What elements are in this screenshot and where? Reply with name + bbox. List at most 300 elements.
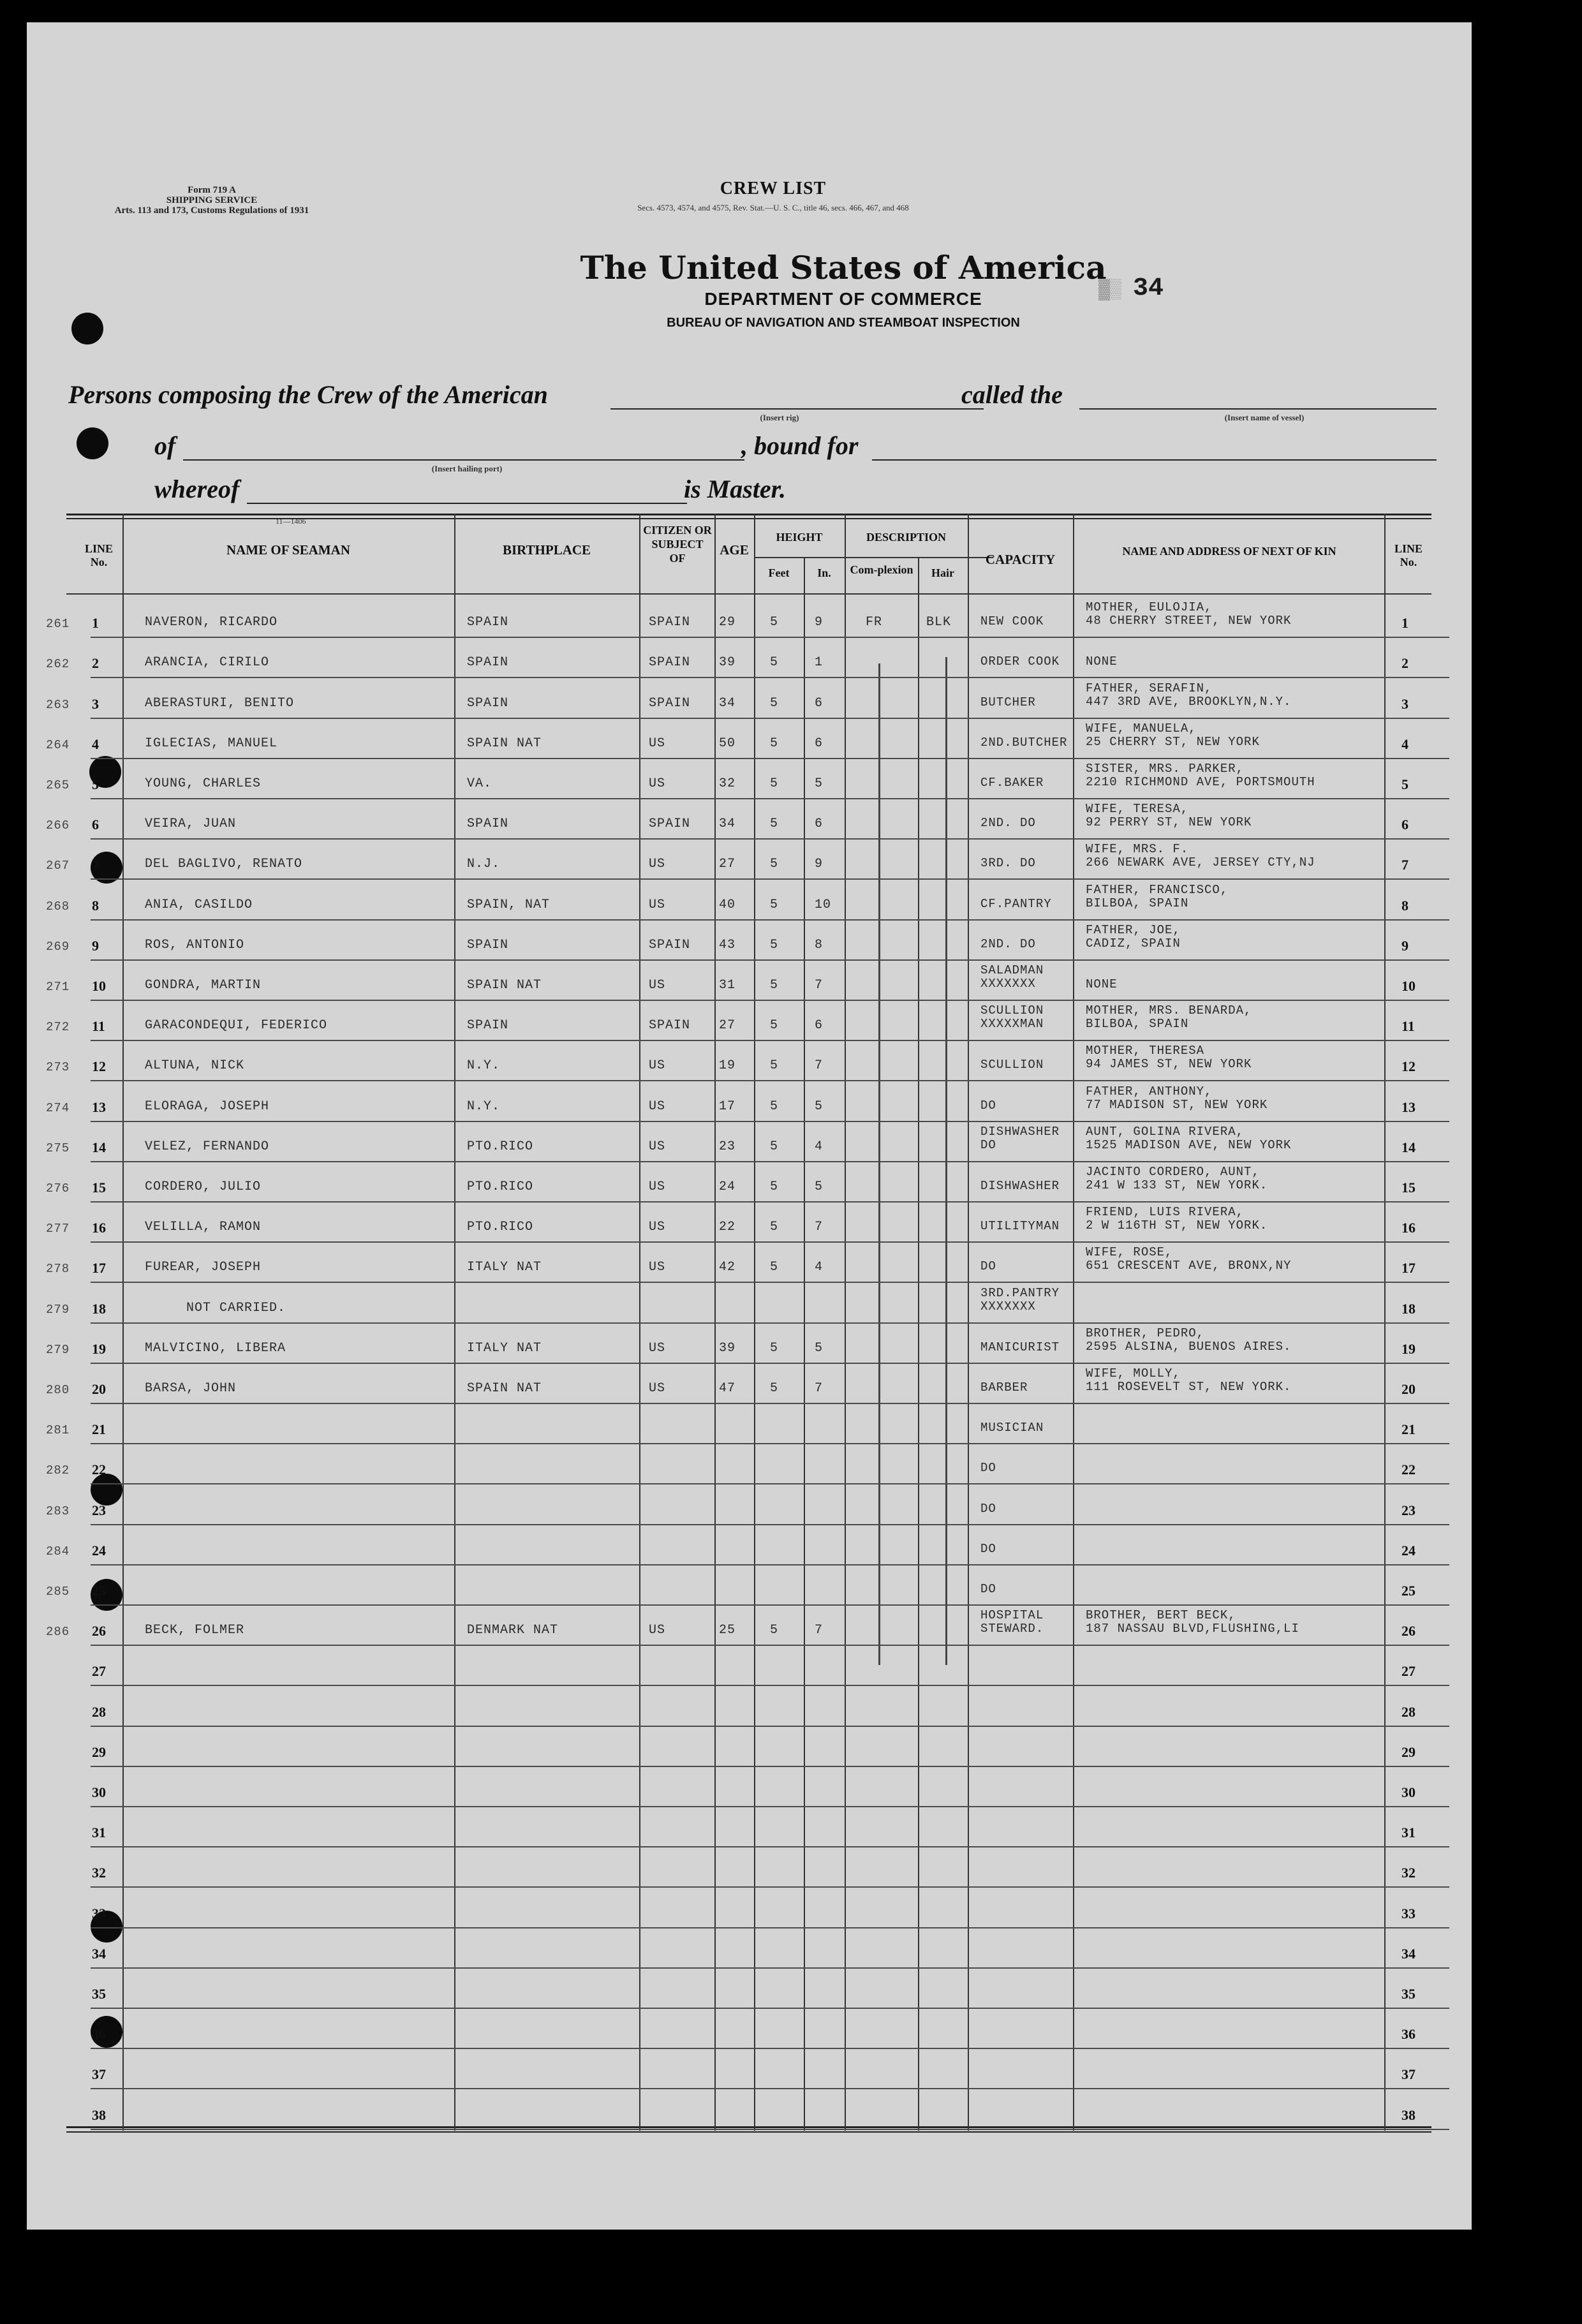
- vessel-fill-line: [1079, 408, 1437, 410]
- line-number-right: 28: [1401, 1703, 1416, 1720]
- seaman-name: VEIRA, JUAN: [145, 817, 237, 832]
- table-row: [91, 2088, 1449, 2089]
- line-number-right: 5: [1401, 776, 1408, 792]
- age: 34: [719, 817, 736, 832]
- table-row: [91, 1806, 1449, 1807]
- line-number: 1: [92, 615, 99, 632]
- height-inches: 9: [815, 615, 824, 630]
- line-number: 10: [92, 978, 106, 994]
- citizenship: US: [649, 1381, 666, 1396]
- line-number: 17: [92, 1260, 106, 1277]
- table-row: [91, 1241, 1449, 1243]
- next-of-kin: WIFE, TERESA, 92 PERRY ST, NEW YORK: [1086, 802, 1252, 830]
- capacity: SCULLION XXXXXMAN: [980, 1003, 1044, 1032]
- table-row: [91, 2008, 1449, 2009]
- capacity: DO: [980, 1501, 996, 1516]
- table-row: [91, 959, 1449, 961]
- table-row: [91, 1363, 1449, 1364]
- line-number-right: 19: [1401, 1340, 1416, 1357]
- next-of-kin: WIFE, ROSE, 651 CRESCENT AVE, BRONX,NY: [1086, 1245, 1292, 1273]
- next-of-kin: FATHER, ANTHONY, 77 MADISON ST, NEW YORK: [1086, 1084, 1268, 1112]
- next-of-kin: WIFE, MRS. F. 266 NEWARK AVE, JERSEY CTY,NJ: [1086, 842, 1315, 870]
- side-sequence-number: 279: [46, 1302, 70, 1317]
- port-hint: (Insert hailing port): [431, 464, 503, 473]
- line-number: 28: [92, 1703, 106, 1720]
- height-inches: 7: [815, 1220, 824, 1235]
- line-number-right: 1: [1401, 615, 1408, 632]
- punch-hole: [71, 313, 103, 344]
- line-number: 2: [92, 655, 99, 672]
- line-number: 30: [92, 1784, 106, 1800]
- birthplace: PTO.RICO: [467, 1220, 534, 1235]
- seaman-name: IGLECIAS, MANUEL: [145, 736, 278, 751]
- col-header-capacity: CAPACITY: [985, 552, 1056, 567]
- line-number: 25: [92, 1583, 106, 1599]
- age: 43: [719, 937, 736, 952]
- height-feet: 5: [770, 1623, 779, 1638]
- capacity: MUSICIAN: [980, 1421, 1044, 1435]
- height-feet: 5: [770, 897, 779, 912]
- line-number-right: 7: [1401, 857, 1408, 873]
- height-inches: 7: [815, 1381, 824, 1396]
- col-header-complexion: Com-plexion: [850, 563, 913, 576]
- side-sequence-number: 276: [46, 1181, 70, 1195]
- birthplace: N.J.: [467, 857, 501, 872]
- next-of-kin: WIFE, MOLLY, 111 ROSEVELT ST, NEW YORK.: [1086, 1366, 1292, 1394]
- height-inches: 5: [815, 776, 824, 791]
- line-number: 29: [92, 1743, 106, 1760]
- line-number-right: 8: [1401, 897, 1408, 914]
- age: 39: [719, 655, 736, 670]
- punch-hole: [77, 427, 108, 459]
- bureau-heading: BUREAU OF NAVIGATION AND STEAMBOAT INSPECTION: [667, 316, 1020, 330]
- col-header-age: AGE: [720, 542, 749, 558]
- header-bottom-rule: [66, 593, 1431, 595]
- capacity: DO: [980, 1461, 996, 1476]
- next-of-kin: MOTHER, THERESA 94 JAMES ST, NEW YORK: [1086, 1044, 1252, 1072]
- birthplace: VA.: [467, 776, 492, 791]
- line-number-right: 38: [1401, 2106, 1416, 2123]
- height-inches: 5: [815, 1180, 824, 1194]
- citizenship: US: [649, 1220, 666, 1235]
- table-row: [91, 1080, 1449, 1081]
- birthplace: SPAIN NAT: [467, 978, 542, 993]
- capacity: 3RD. DO: [980, 856, 1036, 871]
- line-number-right: 6: [1401, 817, 1408, 833]
- punch-hole: [91, 1474, 122, 1506]
- side-sequence-number: 285: [46, 1585, 70, 1599]
- line-number: 22: [92, 1462, 106, 1478]
- line-number: 15: [92, 1180, 106, 1195]
- col-header-line-no: LINE No.: [84, 542, 113, 568]
- height-inches: 7: [815, 1623, 824, 1638]
- capacity: CF.PANTRY: [980, 896, 1052, 911]
- line-number: 21: [92, 1421, 106, 1438]
- seaman-name: GARACONDEQUI, FEDERICO: [145, 1018, 328, 1033]
- side-sequence-number: 271: [46, 980, 70, 994]
- birthplace: N.Y.: [467, 1099, 501, 1114]
- line-number-right: 25: [1401, 1583, 1416, 1599]
- seaman-name: ARANCIA, CIRILO: [145, 655, 270, 670]
- line-number-right: 3: [1401, 695, 1408, 712]
- line-number: 34: [92, 1945, 106, 1962]
- line-number: 27: [92, 1663, 106, 1680]
- height-inches: 1: [815, 655, 824, 670]
- age: 24: [719, 1180, 736, 1194]
- citizenship: SPAIN: [649, 615, 691, 630]
- table-row: [91, 2129, 1449, 2130]
- rig-hint: (Insert rig): [760, 413, 799, 422]
- line-number: 26: [92, 1623, 106, 1639]
- table-row: [91, 1201, 1449, 1203]
- seaman-name: CORDERO, JULIO: [145, 1180, 262, 1194]
- table-row: [91, 878, 1449, 880]
- line-number-right: 12: [1401, 1058, 1416, 1075]
- citizenship: US: [649, 1058, 666, 1074]
- line-number-right: 33: [1401, 1905, 1416, 1921]
- line-number-right: 30: [1401, 1784, 1416, 1800]
- age: 32: [719, 776, 736, 791]
- port-fill-line: [183, 459, 744, 461]
- table-row: [91, 1766, 1449, 1767]
- line-number: 38: [92, 2106, 106, 2123]
- line-number: 5: [92, 776, 99, 792]
- of-label: of: [154, 431, 176, 460]
- seaman-name: BARSA, JOHN: [145, 1381, 237, 1396]
- table-row: [91, 1645, 1449, 1646]
- next-of-kin: SISTER, MRS. PARKER, 2210 RICHMOND AVE, PORTSMOUTH: [1086, 762, 1315, 789]
- citizenship: SPAIN: [649, 695, 691, 711]
- table-row: [91, 1524, 1449, 1525]
- capacity: SALADMAN XXXXXXX: [980, 963, 1044, 991]
- age: 39: [719, 1340, 736, 1356]
- capacity: DO: [980, 1098, 996, 1113]
- whereof-label: whereof: [154, 475, 240, 503]
- side-sequence-number: 269: [46, 939, 70, 954]
- height-feet: 5: [770, 1139, 779, 1154]
- side-sequence-number: 263: [46, 697, 70, 712]
- table-bottom-rule: [66, 2126, 1431, 2128]
- height-feet: 5: [770, 1260, 779, 1275]
- line-number-right: 2: [1401, 655, 1408, 672]
- age: 34: [719, 695, 736, 711]
- line-number: 16: [92, 1220, 106, 1236]
- height-feet: 5: [770, 1340, 779, 1356]
- height-feet: 5: [770, 736, 779, 751]
- line-number: 9: [92, 937, 99, 954]
- table-top-rule: [66, 514, 1431, 515]
- line-number: 35: [92, 1986, 106, 2002]
- line-number: 24: [92, 1542, 106, 1558]
- col-header-description: DESCRIPTION: [866, 531, 947, 544]
- citizenship: SPAIN: [649, 937, 691, 952]
- table-row: [91, 1000, 1449, 1001]
- col-header-name: NAME OF SEAMAN: [226, 542, 351, 558]
- citizenship: US: [649, 1139, 666, 1154]
- stamp-smudge: ▓▒: [1098, 279, 1134, 301]
- capacity: DISHWASHER: [980, 1179, 1060, 1193]
- side-sequence-number: 264: [46, 737, 70, 752]
- line-number: 3: [92, 695, 99, 712]
- line-number-right: 34: [1401, 1945, 1416, 1962]
- department-heading: DEPARTMENT OF COMMERCE: [704, 289, 982, 309]
- line-number-right: 31: [1401, 1824, 1416, 1841]
- height-feet: 5: [770, 695, 779, 711]
- seaman-name: NOT CARRIED.: [186, 1300, 286, 1315]
- side-sequence-number: 262: [46, 657, 70, 672]
- seaman-name: ROS, ANTONIO: [145, 937, 245, 952]
- hair: BLK: [926, 615, 952, 630]
- birthplace: SPAIN: [467, 817, 509, 832]
- citizenship: US: [649, 1623, 666, 1638]
- col-header-hair: Hair: [931, 566, 954, 579]
- line-number: 37: [92, 2066, 106, 2083]
- line-number-right: 18: [1401, 1300, 1416, 1317]
- citizenship: US: [649, 1099, 666, 1114]
- form-service: SHIPPING SERVICE: [166, 195, 258, 205]
- height-feet: 5: [770, 937, 779, 952]
- col-divider: [804, 557, 805, 2131]
- table-row: [91, 919, 1449, 921]
- vessel-hint: (Insert name of vessel): [1224, 413, 1305, 422]
- capacity: DISHWASHER DO: [980, 1124, 1060, 1152]
- line-number-right: 20: [1401, 1381, 1416, 1397]
- line-number-right: 23: [1401, 1502, 1416, 1518]
- capacity: DO: [980, 1582, 996, 1596]
- birthplace: PTO.RICO: [467, 1139, 534, 1154]
- height-feet: 5: [770, 857, 779, 872]
- table-row: [91, 1886, 1449, 1888]
- next-of-kin: FATHER, FRANCISCO, BILBOA, SPAIN: [1086, 882, 1229, 910]
- height-inches: 4: [815, 1139, 824, 1154]
- table-bottom-rule-inner: [66, 2131, 1431, 2133]
- side-sequence-number: 267: [46, 859, 70, 873]
- age: 27: [719, 857, 736, 872]
- is-master-label: is Master.: [684, 475, 787, 503]
- line-number-right: 29: [1401, 1743, 1416, 1760]
- line-number: 11: [92, 1018, 105, 1035]
- next-of-kin: JACINTO CORDERO, AUNT, 241 W 133 ST, NEW YORK.: [1086, 1165, 1268, 1192]
- line-number: 31: [92, 1824, 106, 1841]
- height-feet: 5: [770, 817, 779, 832]
- capacity: SCULLION: [980, 1058, 1044, 1072]
- side-sequence-number: 274: [46, 1100, 70, 1115]
- side-sequence-number: 286: [46, 1625, 70, 1639]
- next-of-kin: FATHER, SERAFIN, 447 3RD AVE, BROOKLYN,N.Y.: [1086, 681, 1292, 709]
- table-row: [91, 1161, 1449, 1162]
- height-inches: 9: [815, 857, 824, 872]
- line-number-right: 13: [1401, 1099, 1416, 1115]
- age: 19: [719, 1058, 736, 1074]
- table-row: [91, 1846, 1449, 1847]
- birthplace: SPAIN NAT: [467, 1381, 542, 1396]
- citizenship: SPAIN: [649, 655, 691, 670]
- side-sequence-number: 265: [46, 778, 70, 792]
- line-number-right: 27: [1401, 1663, 1416, 1680]
- line-number-right: 32: [1401, 1865, 1416, 1881]
- table-row: [91, 758, 1449, 759]
- height-inches: 6: [815, 695, 824, 711]
- height-feet: 5: [770, 1058, 779, 1074]
- next-of-kin: AUNT, GOLINA RIVERA, 1525 MADISON AVE, NEW YORK: [1086, 1124, 1292, 1152]
- destination-fill-line: [872, 459, 1437, 461]
- height-feet: 5: [770, 978, 779, 993]
- col-header-height: HEIGHT: [776, 531, 823, 544]
- line-number-right: 11: [1401, 1018, 1415, 1035]
- side-sequence-number: 275: [46, 1141, 70, 1155]
- line-number: 4: [92, 736, 99, 752]
- citizenship: SPAIN: [649, 1018, 691, 1033]
- table-row: [91, 1282, 1449, 1283]
- table-row: [91, 1443, 1449, 1444]
- height-inches: 5: [815, 1099, 824, 1114]
- height-inches: 4: [815, 1260, 824, 1275]
- next-of-kin: MOTHER, MRS. BENARDA, BILBOA, SPAIN: [1086, 1003, 1252, 1032]
- capacity: MANICURIST: [980, 1340, 1060, 1354]
- table-row: [91, 1967, 1449, 1969]
- persons-composing-label: Persons composing the Crew of the American: [68, 380, 548, 409]
- height-feet: 5: [770, 1180, 779, 1194]
- age: 23: [719, 1139, 736, 1154]
- height-feet: 5: [770, 776, 779, 791]
- citizenship: US: [649, 1260, 666, 1275]
- line-number: 32: [92, 1865, 106, 1881]
- citizenship: US: [649, 897, 666, 912]
- capacity: 2ND. DO: [980, 816, 1036, 831]
- table-row: [91, 798, 1449, 799]
- col-divider: [918, 557, 919, 2131]
- capacity: 2ND.BUTCHER: [980, 735, 1068, 750]
- next-of-kin: BROTHER, PEDRO, 2595 ALSINA, BUENOS AIRES.: [1086, 1326, 1292, 1354]
- birthplace: SPAIN NAT: [467, 736, 542, 751]
- line-number-right: 21: [1401, 1421, 1416, 1438]
- side-sequence-number: 278: [46, 1262, 70, 1277]
- line-number-right: 36: [1401, 2026, 1416, 2043]
- line-number: 14: [92, 1139, 106, 1155]
- next-of-kin: NONE: [1086, 977, 1118, 991]
- country-heading: The United States of America: [580, 249, 1107, 286]
- side-sequence-number: 280: [46, 1383, 70, 1397]
- height-feet: 5: [770, 615, 779, 630]
- height-feet: 5: [770, 1018, 779, 1033]
- birthplace: PTO.RICO: [467, 1180, 534, 1194]
- side-sequence-number: 266: [46, 818, 70, 833]
- line-number: 20: [92, 1381, 106, 1397]
- seaman-name: ABERASTURI, BENITO: [145, 695, 295, 711]
- table-row: [91, 1322, 1449, 1324]
- table-row: [91, 1403, 1449, 1404]
- seaman-name: NAVERON, RICARDO: [145, 615, 278, 630]
- age: 50: [719, 736, 736, 751]
- table-row: [91, 1483, 1449, 1484]
- table-row: [91, 1685, 1449, 1686]
- side-sequence-number: 268: [46, 899, 70, 914]
- document-title: CREW LIST: [720, 179, 827, 198]
- col-header-line-no-right: LINE No.: [1394, 542, 1423, 568]
- line-number-right: 10: [1401, 978, 1416, 994]
- line-number: 8: [92, 897, 99, 914]
- line-number: 19: [92, 1340, 106, 1357]
- bound-for-label: , bound for: [741, 431, 859, 460]
- citizenship: US: [649, 978, 666, 993]
- line-number: 23: [92, 1502, 106, 1518]
- birthplace: SPAIN, NAT: [467, 897, 551, 912]
- statute-reference: Secs. 4573, 4574, and 4575, Rev. Stat.—U. S. C., title 46, secs. 466, 467, and 468: [637, 203, 909, 212]
- form-info: [91, 185, 333, 216]
- side-sequence-number: 261: [46, 617, 70, 632]
- table-row: [91, 838, 1449, 840]
- line-number-right: 22: [1401, 1462, 1416, 1478]
- line-number: 33: [92, 1905, 106, 1921]
- table-row: [91, 1604, 1449, 1606]
- seaman-name: DEL BAGLIVO, RENATO: [145, 857, 303, 872]
- next-of-kin: FATHER, JOE, CADIZ, SPAIN: [1086, 922, 1181, 951]
- complexion: FR: [866, 615, 883, 630]
- col-header-inches: In.: [817, 566, 831, 579]
- height-feet: 5: [770, 1381, 779, 1396]
- birthplace: N.Y.: [467, 1058, 501, 1074]
- side-sequence-number: 273: [46, 1060, 70, 1075]
- birthplace: SPAIN: [467, 1018, 509, 1033]
- birthplace: SPAIN: [467, 937, 509, 952]
- capacity: ORDER COOK: [980, 655, 1060, 669]
- capacity: DO: [980, 1259, 996, 1274]
- line-number-right: 16: [1401, 1220, 1416, 1236]
- citizenship: US: [649, 776, 666, 791]
- table-row: [91, 718, 1449, 719]
- birthplace: ITALY NAT: [467, 1260, 542, 1275]
- age: 40: [719, 897, 736, 912]
- seaman-name: VELILLA, RAMON: [145, 1220, 262, 1235]
- height-inches: 5: [815, 1340, 824, 1356]
- seaman-name: ANIA, CASILDO: [145, 897, 253, 912]
- line-number-right: 17: [1401, 1260, 1416, 1277]
- table-row: [91, 1121, 1449, 1122]
- called-the-label: called the: [961, 380, 1063, 409]
- seaman-name: BECK, FOLMER: [145, 1623, 245, 1638]
- col-header-citizen: CITIZEN OR SUBJECT OF: [643, 524, 712, 565]
- line-number: 36: [92, 2026, 106, 2043]
- master-fill-line: [247, 503, 687, 504]
- birthplace: SPAIN: [467, 615, 509, 630]
- table-row: [91, 1927, 1449, 1928]
- height-feet: 5: [770, 655, 779, 670]
- line-number-right: 35: [1401, 1986, 1416, 2002]
- ditto-stroke: [878, 663, 880, 1665]
- capacity: HOSPITAL STEWARD.: [980, 1608, 1044, 1636]
- line-number: 6: [92, 817, 99, 833]
- form-regulations: Arts. 113 and 173, Customs Regulations of 1931: [114, 205, 309, 216]
- rig-fill-line: [610, 408, 984, 410]
- capacity: 2ND. DO: [980, 936, 1036, 951]
- age: 17: [719, 1099, 736, 1114]
- form-number: Form 719 A: [188, 185, 236, 195]
- col-header-birthplace: BIRTHPLACE: [502, 542, 591, 558]
- seaman-name: FUREAR, JOSEPH: [145, 1260, 262, 1275]
- seaman-name: GONDRA, MARTIN: [145, 978, 262, 993]
- birthplace: ITALY NAT: [467, 1340, 542, 1356]
- col-header-next-of-kin: NAME AND ADDRESS OF NEXT OF KIN: [1122, 545, 1336, 558]
- next-of-kin: WIFE, MANUELA, 25 CHERRY ST, NEW YORK: [1086, 721, 1260, 749]
- side-sequence-number: 279: [46, 1342, 70, 1357]
- next-of-kin: BROTHER, BERT BECK, 187 NASSAU BLVD,FLUSHING,LI: [1086, 1608, 1299, 1636]
- crew-list-page: [27, 22, 1472, 2230]
- page-number-stamp: [1098, 274, 1164, 303]
- citizenship: SPAIN: [649, 817, 691, 832]
- capacity: BARBER: [980, 1380, 1028, 1395]
- seaman-name: ELORAGA, JOSEPH: [145, 1099, 270, 1114]
- height-inches: 6: [815, 817, 824, 832]
